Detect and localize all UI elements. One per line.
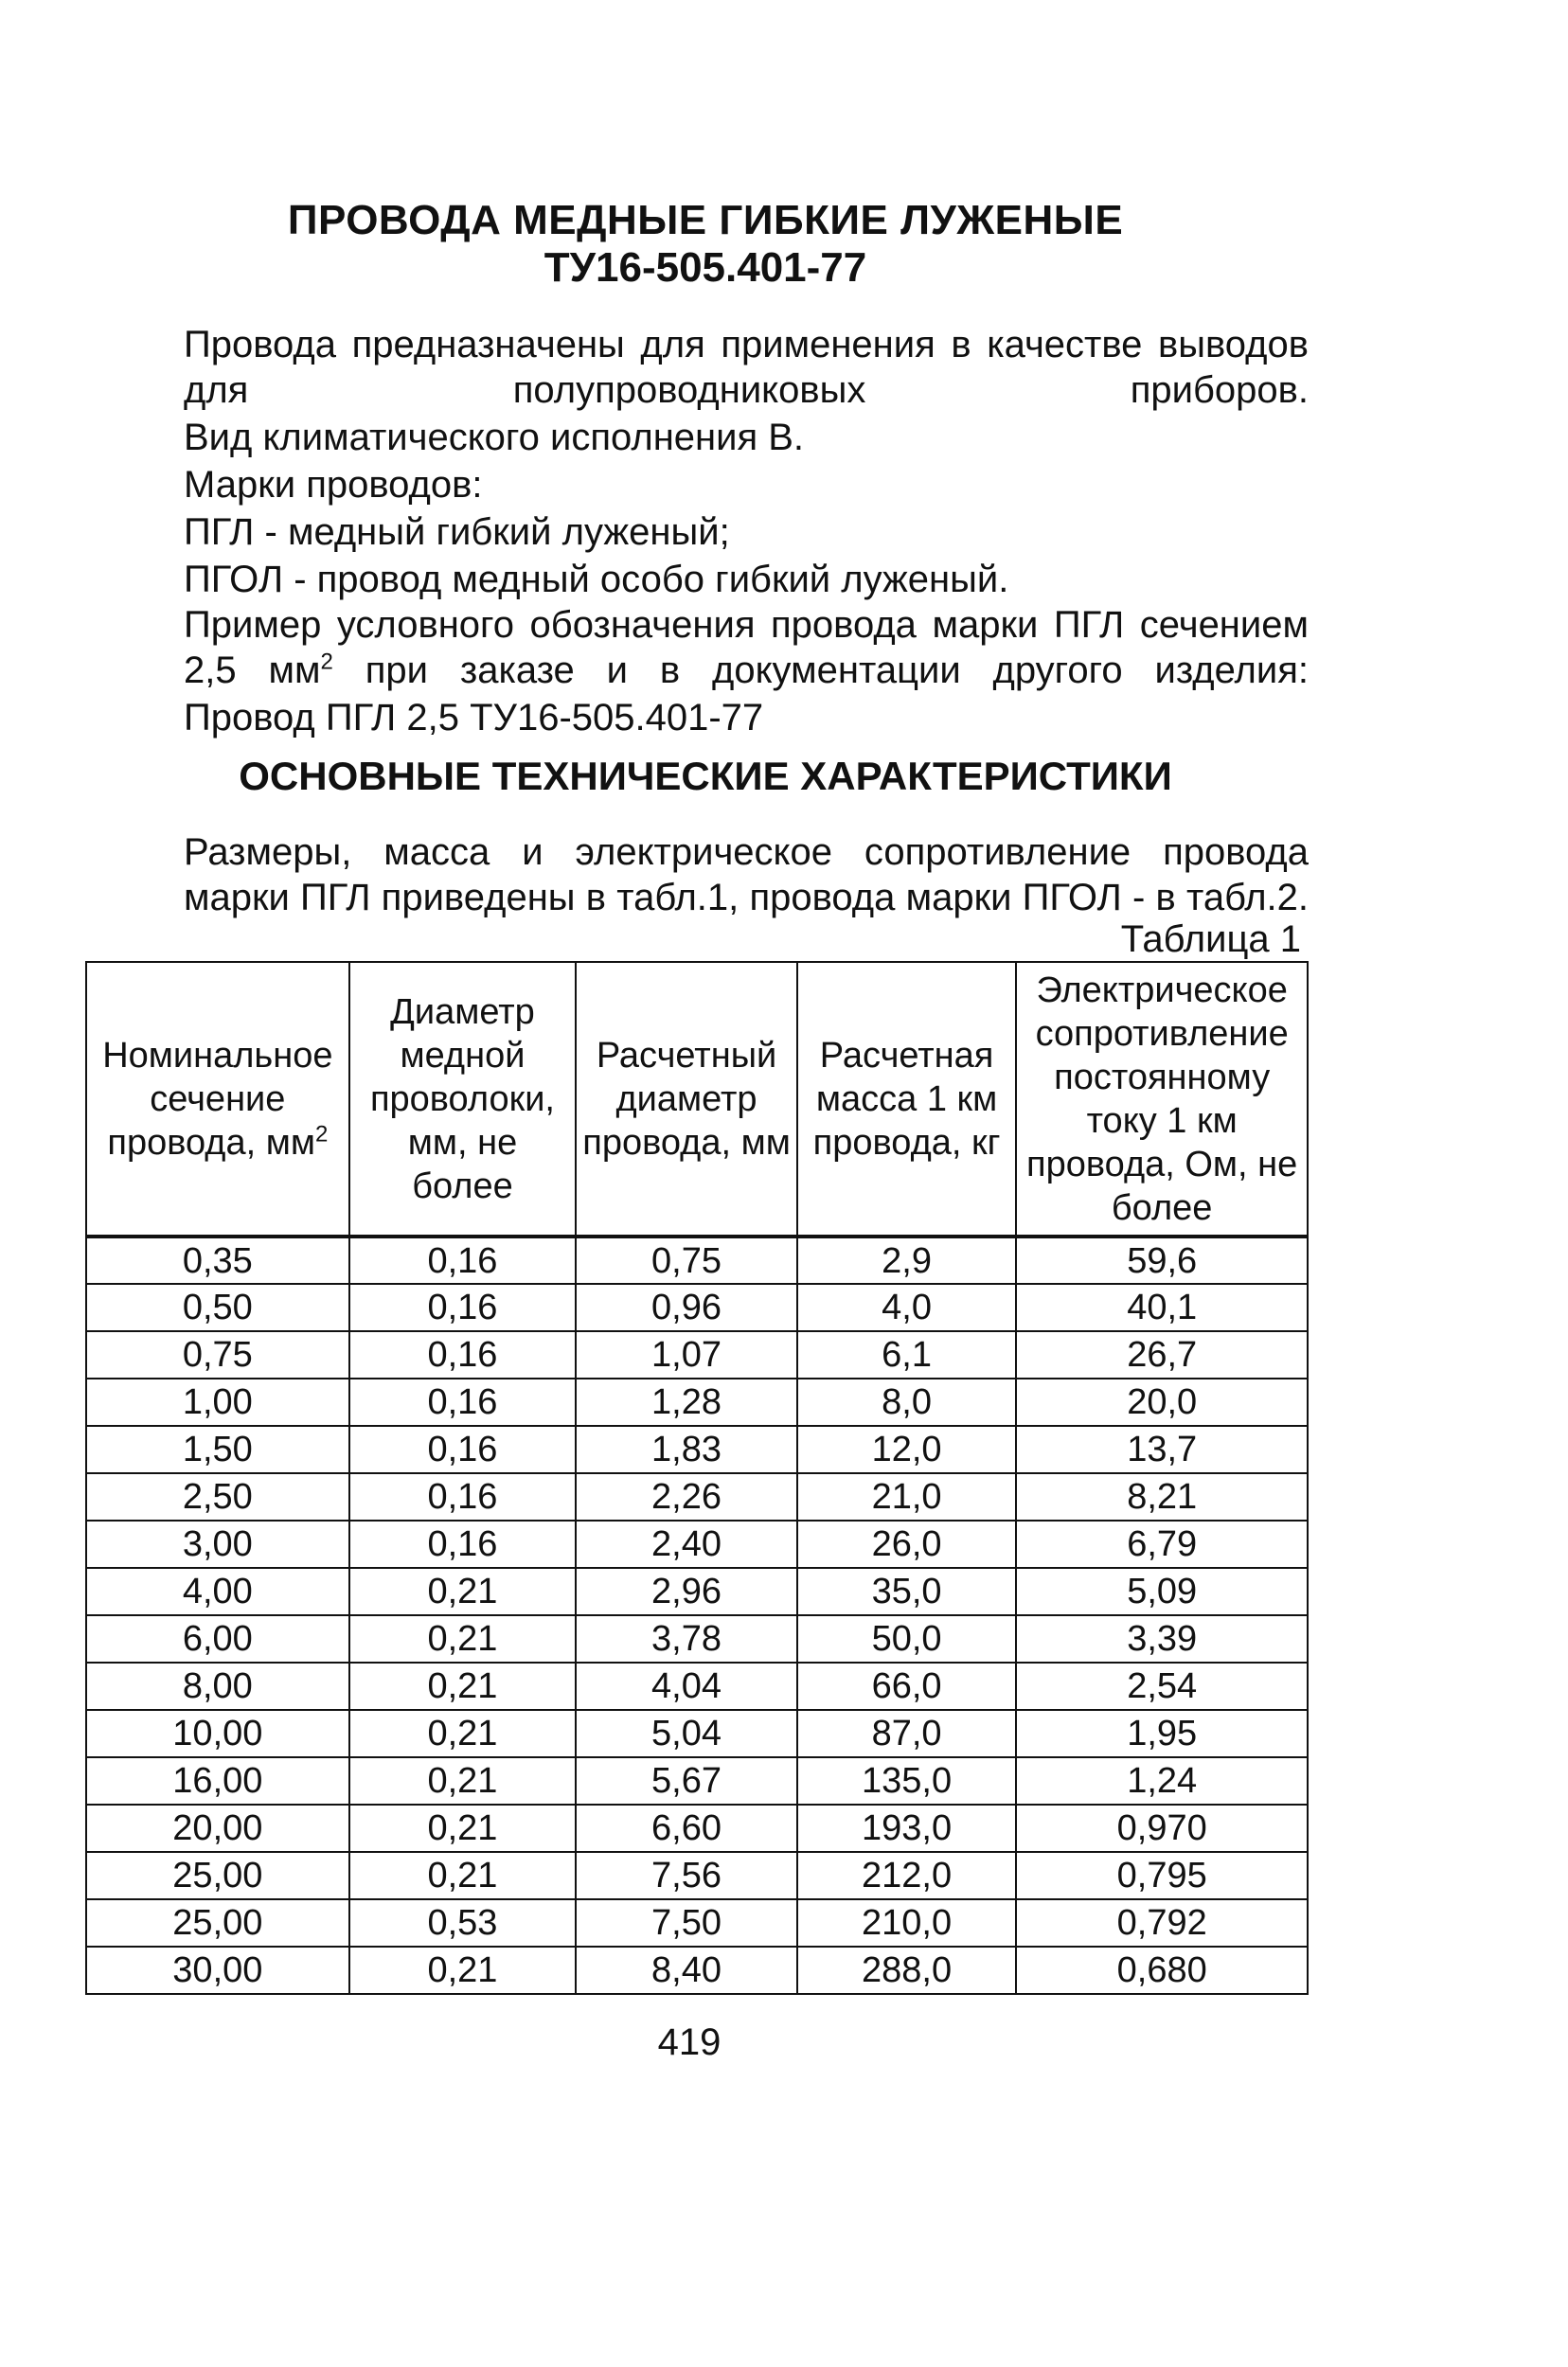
cell-resistance: 6,79 bbox=[1016, 1521, 1308, 1568]
cell-calc-diameter: 2,26 bbox=[576, 1473, 797, 1521]
cell-resistance: 20,0 bbox=[1016, 1379, 1308, 1426]
cell-nominal-section: 6,00 bbox=[86, 1615, 349, 1663]
table-header-row bbox=[86, 962, 1308, 1237]
cell-nominal-section: 30,00 bbox=[86, 1947, 349, 1994]
table-body bbox=[86, 1237, 1308, 1994]
cell-nominal-section: 0,35 bbox=[86, 1237, 349, 1284]
cell-calc-diameter: 7,56 bbox=[576, 1852, 797, 1899]
cell-wire-diameter: 0,21 bbox=[349, 1805, 577, 1852]
table-row bbox=[86, 1947, 1308, 1994]
cell-calc-diameter: 3,78 bbox=[576, 1615, 797, 1663]
cell-nominal-section: 10,00 bbox=[86, 1710, 349, 1757]
table-row bbox=[86, 1757, 1308, 1805]
cell-calc-diameter: 1,28 bbox=[576, 1379, 797, 1426]
example-superscript: 2 bbox=[320, 649, 333, 675]
cell-calc-mass: 50,0 bbox=[797, 1615, 1017, 1663]
header-nominal-section-sup: 2 bbox=[314, 1120, 329, 1147]
table-row bbox=[86, 1568, 1308, 1615]
cell-wire-diameter: 0,16 bbox=[349, 1331, 577, 1379]
cell-nominal-section: 1,00 bbox=[86, 1379, 349, 1426]
table-row bbox=[86, 1663, 1308, 1710]
table-row bbox=[86, 1237, 1308, 1284]
cell-resistance: 0,792 bbox=[1016, 1899, 1308, 1947]
cell-resistance: 0,970 bbox=[1016, 1805, 1308, 1852]
table-row bbox=[86, 1426, 1308, 1473]
cell-nominal-section: 1,50 bbox=[86, 1426, 349, 1473]
cell-nominal-section: 25,00 bbox=[86, 1899, 349, 1947]
cell-resistance: 3,39 bbox=[1016, 1615, 1308, 1663]
cell-wire-diameter: 0,21 bbox=[349, 1947, 577, 1994]
section-paragraph: Размеры, масса и электрическое сопротивление провода марки ПГЛ приведены в табл.1, провода марки ПГОЛ - в табл.2. bbox=[184, 831, 1309, 918]
example-text-start: Пример условного обозначения провода марки ПГЛ сечением 2,5 мм bbox=[184, 604, 1309, 691]
cell-calc-mass: 212,0 bbox=[797, 1852, 1017, 1899]
cell-calc-diameter: 1,07 bbox=[576, 1331, 797, 1379]
header-nominal-section bbox=[86, 962, 349, 1237]
cell-nominal-section: 3,00 bbox=[86, 1521, 349, 1568]
intro-paragraph-purpose: Провода предназначены для применения в качестве выводов для полупроводниковых приборов. bbox=[184, 324, 1309, 411]
cell-resistance: 5,09 bbox=[1016, 1568, 1308, 1615]
cell-wire-diameter: 0,21 bbox=[349, 1852, 577, 1899]
cell-calc-mass: 4,0 bbox=[797, 1284, 1017, 1331]
table-row bbox=[86, 1331, 1308, 1379]
page-number: 419 bbox=[657, 2021, 722, 2063]
cell-resistance: 0,680 bbox=[1016, 1947, 1308, 1994]
table-row bbox=[86, 1615, 1308, 1663]
cell-calc-mass: 6,1 bbox=[797, 1331, 1017, 1379]
header-wire-diameter: Диаметр медной проволоки, мм, не более bbox=[349, 962, 577, 1237]
cell-nominal-section: 8,00 bbox=[86, 1663, 349, 1710]
cell-calc-mass: 8,0 bbox=[797, 1379, 1017, 1426]
cell-calc-diameter: 0,96 bbox=[576, 1284, 797, 1331]
cell-resistance: 0,795 bbox=[1016, 1852, 1308, 1899]
cell-calc-diameter: 5,67 bbox=[576, 1757, 797, 1805]
cell-calc-mass: 2,9 bbox=[797, 1237, 1017, 1284]
intro-paragraph-brands: Марки проводов: bbox=[184, 464, 483, 506]
cell-resistance: 59,6 bbox=[1016, 1237, 1308, 1284]
table-row bbox=[86, 1805, 1308, 1852]
cell-wire-diameter: 0,16 bbox=[349, 1473, 577, 1521]
section-title: ОСНОВНЫЕ ТЕХНИЧЕСКИЕ ХАРАКТЕРИСТИКИ bbox=[239, 754, 1172, 798]
cell-calc-mass: 26,0 bbox=[797, 1521, 1017, 1568]
cell-calc-diameter: 2,96 bbox=[576, 1568, 797, 1615]
document-standard-code: ТУ16-505.401-77 bbox=[543, 244, 867, 291]
cell-wire-diameter: 0,21 bbox=[349, 1663, 577, 1710]
intro-example-designation: Провод ПГЛ 2,5 ТУ16-505.401-77 bbox=[184, 697, 764, 739]
table-row bbox=[86, 1521, 1308, 1568]
table-row bbox=[86, 1852, 1308, 1899]
cell-calc-diameter: 6,60 bbox=[576, 1805, 797, 1852]
cell-wire-diameter: 0,21 bbox=[349, 1615, 577, 1663]
cell-calc-mass: 210,0 bbox=[797, 1899, 1017, 1947]
cell-nominal-section: 2,50 bbox=[86, 1473, 349, 1521]
cell-calc-mass: 12,0 bbox=[797, 1426, 1017, 1473]
specifications-table bbox=[85, 961, 1309, 1995]
cell-resistance: 2,54 bbox=[1016, 1663, 1308, 1710]
cell-nominal-section: 16,00 bbox=[86, 1757, 349, 1805]
cell-calc-mass: 135,0 bbox=[797, 1757, 1017, 1805]
header-calc-mass: Расчетная масса 1 км провода, кг bbox=[797, 962, 1017, 1237]
example-text-end: при заказе и в документации другого изделия: bbox=[332, 650, 1310, 691]
table-caption: Таблица 1 bbox=[1120, 918, 1301, 960]
cell-wire-diameter: 0,16 bbox=[349, 1521, 577, 1568]
cell-wire-diameter: 0,21 bbox=[349, 1568, 577, 1615]
cell-resistance: 40,1 bbox=[1016, 1284, 1308, 1331]
cell-nominal-section: 20,00 bbox=[86, 1805, 349, 1852]
cell-calc-mass: 21,0 bbox=[797, 1473, 1017, 1521]
cell-calc-diameter: 5,04 bbox=[576, 1710, 797, 1757]
cell-nominal-section: 0,50 bbox=[86, 1284, 349, 1331]
cell-calc-mass: 288,0 bbox=[797, 1947, 1017, 1994]
table-row bbox=[86, 1710, 1308, 1757]
cell-resistance: 26,7 bbox=[1016, 1331, 1308, 1379]
cell-calc-diameter: 2,40 bbox=[576, 1521, 797, 1568]
cell-wire-diameter: 0,16 bbox=[349, 1379, 577, 1426]
cell-resistance: 8,21 bbox=[1016, 1473, 1308, 1521]
cell-wire-diameter: 0,21 bbox=[349, 1757, 577, 1805]
cell-calc-mass: 87,0 bbox=[797, 1710, 1017, 1757]
cell-nominal-section: 0,75 bbox=[86, 1331, 349, 1379]
document-title: ПРОВОДА МЕДНЫЕ ГИБКИЕ ЛУЖЕНЫЕ bbox=[287, 197, 1124, 243]
intro-paragraph-example bbox=[114, 602, 1309, 693]
table-row bbox=[86, 1473, 1308, 1521]
cell-calc-mass: 193,0 bbox=[797, 1805, 1017, 1852]
table-row bbox=[86, 1379, 1308, 1426]
cell-calc-diameter: 1,83 bbox=[576, 1426, 797, 1473]
cell-resistance: 1,24 bbox=[1016, 1757, 1308, 1805]
table-row bbox=[86, 1284, 1308, 1331]
header-nominal-section-text: Номинальное сечение провода, мм bbox=[102, 1035, 333, 1163]
cell-wire-diameter: 0,21 bbox=[349, 1710, 577, 1757]
intro-brand-pgl: ПГЛ - медный гибкий луженый; bbox=[184, 511, 730, 553]
cell-nominal-section: 4,00 bbox=[86, 1568, 349, 1615]
cell-nominal-section: 25,00 bbox=[86, 1852, 349, 1899]
table-row bbox=[86, 1899, 1308, 1947]
cell-wire-diameter: 0,16 bbox=[349, 1426, 577, 1473]
cell-wire-diameter: 0,16 bbox=[349, 1284, 577, 1331]
header-resistance: Электрическое сопротивление постоянному току 1 км провода, Ом, не более bbox=[1016, 962, 1308, 1237]
cell-resistance: 1,95 bbox=[1016, 1710, 1308, 1757]
cell-calc-diameter: 0,75 bbox=[576, 1237, 797, 1284]
cell-wire-diameter: 0,16 bbox=[349, 1237, 577, 1284]
header-calc-diameter: Расчетный диаметр провода, мм bbox=[576, 962, 797, 1237]
intro-paragraph-climate: Вид климатического исполнения В. bbox=[184, 417, 805, 458]
cell-calc-diameter: 7,50 bbox=[576, 1899, 797, 1947]
cell-wire-diameter: 0,53 bbox=[349, 1899, 577, 1947]
cell-calc-mass: 66,0 bbox=[797, 1663, 1017, 1710]
intro-brand-pgol: ПГОЛ - провод медный особо гибкий луженый. bbox=[184, 559, 1009, 600]
cell-calc-mass: 35,0 bbox=[797, 1568, 1017, 1615]
cell-calc-diameter: 8,40 bbox=[576, 1947, 797, 1994]
cell-resistance: 13,7 bbox=[1016, 1426, 1308, 1473]
cell-calc-diameter: 4,04 bbox=[576, 1663, 797, 1710]
